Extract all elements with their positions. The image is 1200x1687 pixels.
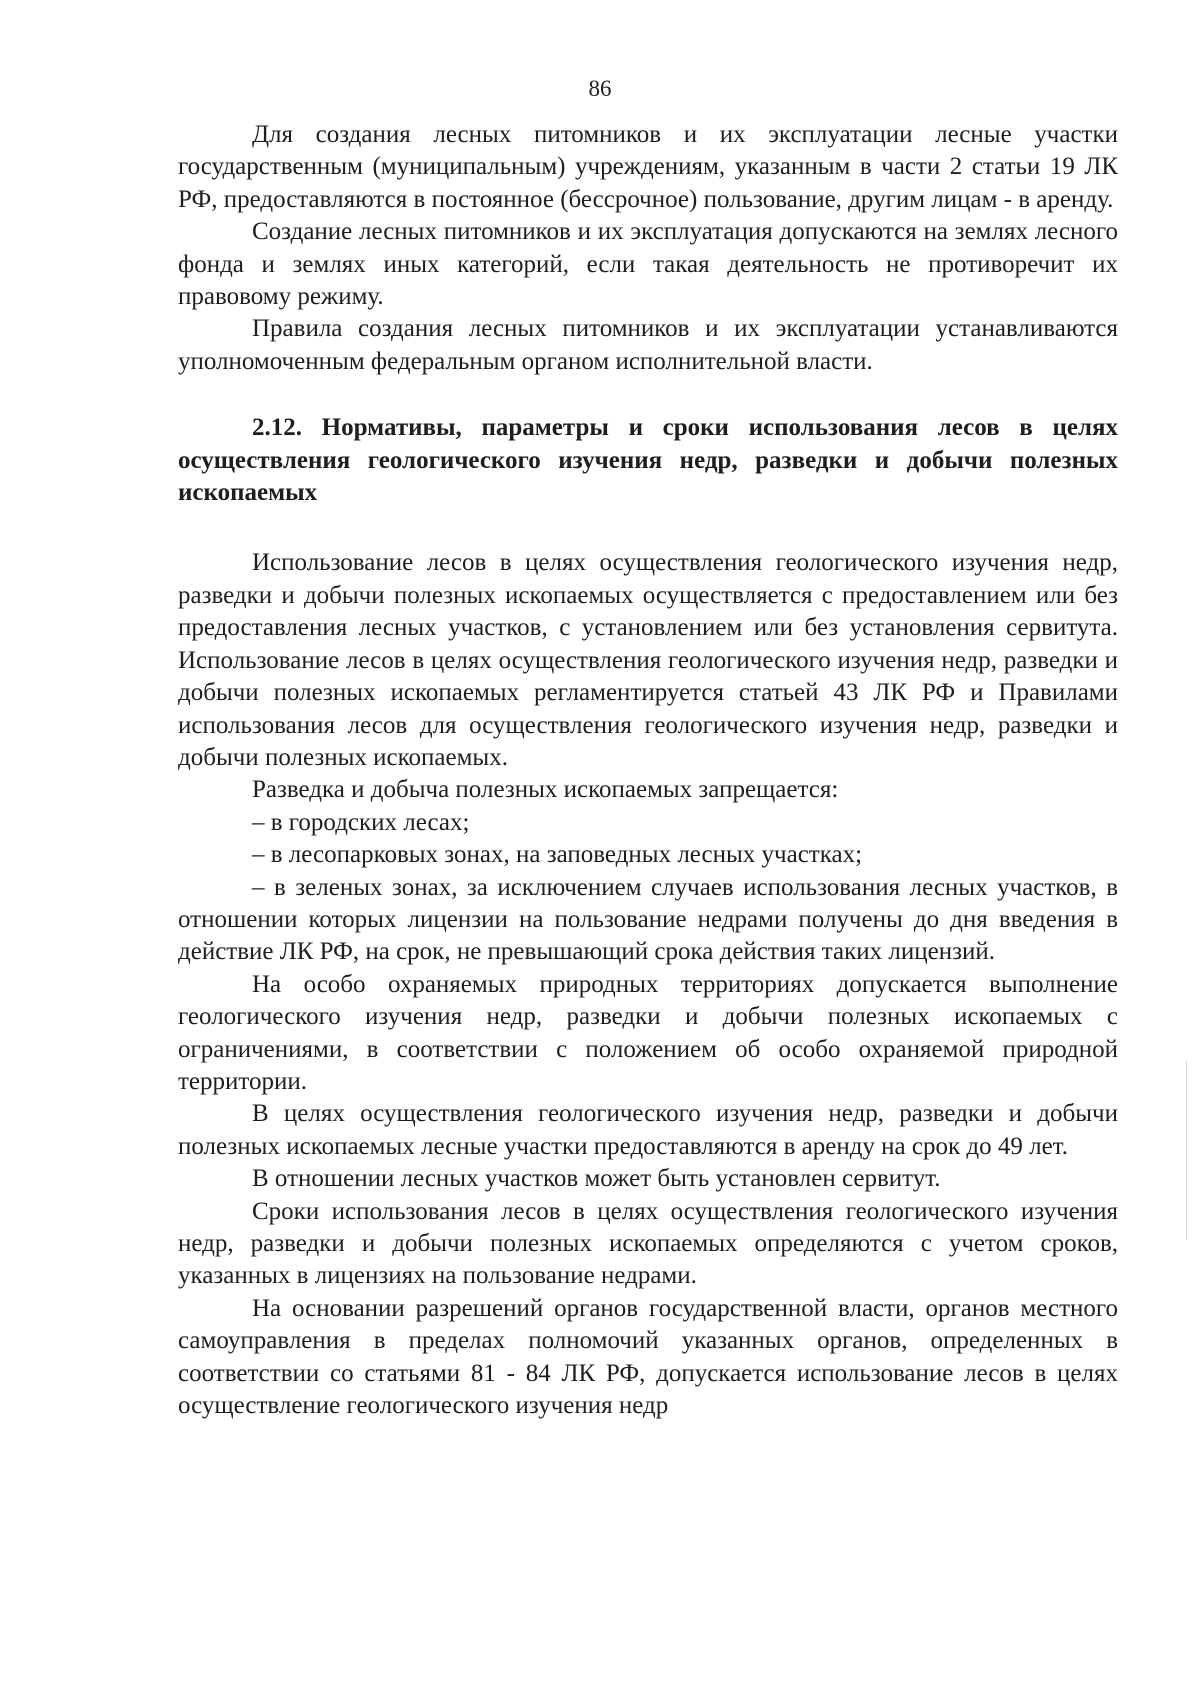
paragraph-servitude: В отношении лесных участков может быть установлен сервитут. (252, 1165, 941, 1193)
list-item-green-zones: – в зеленых зонах, за исключением случаев использования лесных участков, в отношении которых лицензии на пользование недрами получены до дня введения в действие ЛК РФ, на срок, не превышающий срока действия таких лицензий. (178, 873, 1118, 966)
paragraph-nurseries-rules: Правила создания лесных питомников и их эксплуатации устанавливаются уполномоченным федеральным органом исполнительной власти. (178, 315, 1118, 375)
paragraph-forest-use-geology: Использование лесов в целях осуществления геологического изучения недр, разведки и добычи полезных ископаемых осуществляется с предоставлением или без предоставления лесных участков, с установлением или без установления сервитута. Использование лесов в целях осуществления геологического изучения недр, разведки и добычи полезных ископаемых регламентируется статьей 43 ЛК РФ и Правилами использования лесов для осуществления геологического изучения недр, разведки и добычи полезных ископаемых. (178, 549, 1118, 771)
paragraph-nurseries-lands: Создание лесных питомников и их эксплуатация допускаются на землях лесного фонда и землях иных категорий, если такая деятельность не противоречит их правовому режиму. (178, 218, 1118, 311)
section-heading: 2.12. Нормативы, параметры и сроки использования лесов в целях осуществления геологического изучения недр, разведки и добычи полезных ископаемых (178, 414, 1118, 507)
paragraph-nurseries-provision: Для создания лесных питомников и их эксплуатации лесные участки государственным (муниципальным) учреждениям, указанным в части 2 статьи 19 ЛК РФ, предоставляются в постоянное (бессрочное) пользование, другим лицам - в аренду. (178, 121, 1118, 213)
page-content (178, 119, 1118, 1422)
paragraph-lease-term: В целях осуществления геологического изучения недр, разведки и добычи полезных ископаемых лесные участки предоставляются в аренду на срок до 49 лет. (178, 1100, 1118, 1160)
list-item-forest-park-zones: – в лесопарковых зонах, на заповедных лесных участках; (252, 841, 863, 869)
paragraph-prohibition-intro: Разведка и добыча полезных ископаемых запрещается: (252, 776, 839, 804)
scan-edge-mark (1186, 1060, 1187, 1240)
paragraph-authority-permits: На основании разрешений органов государственной власти, органов местного самоуправления в пределах полномочий указанных органов, определенных в соответствии со статьями 81 - 84 ЛК РФ, допускается использование лесов в целях осуществление геологического изучения недр (178, 1294, 1118, 1420)
paragraph-protected-areas: На особо охраняемых природных территориях допускается выполнение геологического изучения недр, разведки и добычи полезных ископаемых с ограничениями, в соответствии с положением об особо охраняемой природной территории. (178, 970, 1118, 1095)
paragraph-use-terms: Сроки использования лесов в целях осуществления геологического изучения недр, разведки и добычи полезных ископаемых определяются с учетом сроков, указанных в лицензиях на пользование недрами. (178, 1197, 1118, 1290)
list-item-city-forests: – в городских лесах; (252, 808, 470, 836)
page-number: 86 (588, 76, 612, 101)
